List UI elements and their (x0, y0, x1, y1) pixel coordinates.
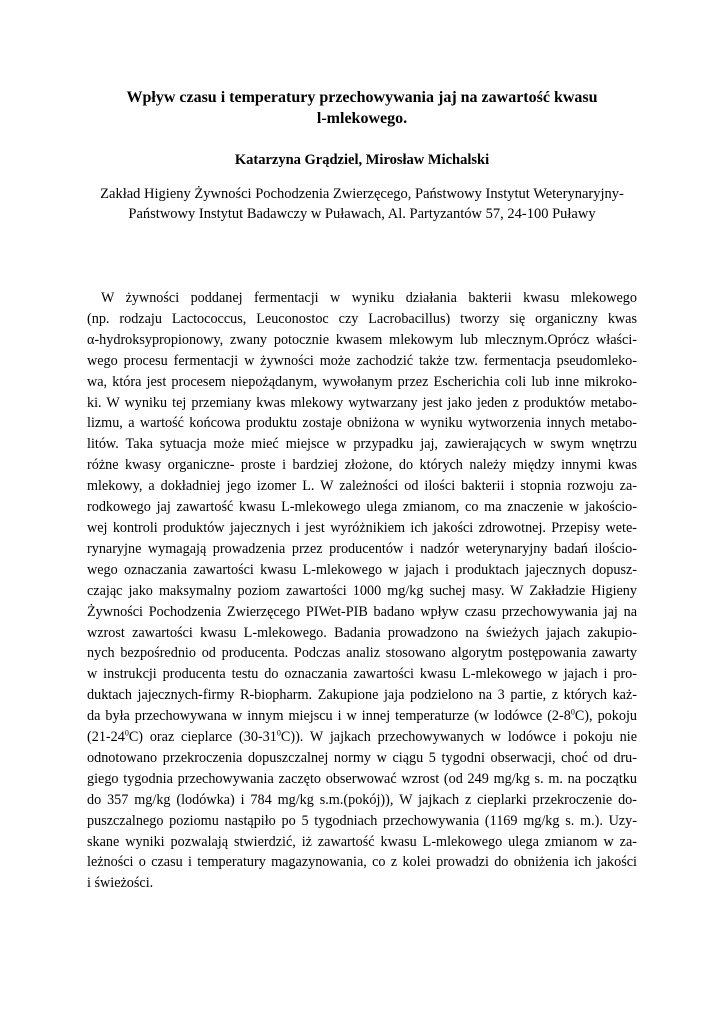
text-segment: C), pokoju (574, 708, 637, 725)
body-line: α-hydroksypropionowy, zwany potocznie kwasem mlekowym lub mlecznym.Oprócz właści- (87, 331, 637, 348)
body-line: leżności o czasu i temperatury magazynowania, co z kolei prowadzi do obniżenia ich jakości (87, 854, 637, 871)
body-line: litów. Taka sytuacja może mieć miejsce w przypadku jaj, zawierających w swym wnętrzu (87, 436, 637, 453)
body-line-with-superscript (87, 727, 637, 748)
body-line: czając jako maksymalny poziom zawartości 1000 mg/kg suchej masy. W Zakładzie Higieny (87, 582, 637, 599)
body-line: wego oznaczania zawartości kwasu L-mlekowego w jajach i produktach jajecznych dopusz- (87, 561, 637, 578)
paper-title-line-1: Wpływ czasu i temperatury przechowywania jaj na zawartość kwasu (126, 89, 598, 106)
body-line: odnotowano przekroczenia dopuszczalnej normy w ciągu 5 tygodni obserwacji, choć od dru- (87, 749, 637, 766)
body-line: (np. rodzaju Lactococcus, Leuconostoc czy Lacrobacillus) tworzy się organiczny kwas (87, 310, 637, 327)
body-line: rodkowego jaj zawartość kwasu L-mlekowego ulega zmianom, co ma znaczenie w jakościo- (87, 499, 637, 516)
affiliation-line-2: Państwowy Instytut Badawczy w Puławach, Al. Partyzantów 57, 24-100 Puławy (128, 206, 596, 222)
superscript-degree: 0 (570, 707, 575, 717)
superscript-degree: 0 (124, 728, 129, 738)
body-line: lizmu, a wartość końcowa produktu zostaje obniżona w wyniku wytworzenia innych metabo- (87, 415, 637, 432)
body-line: mlekowy, a dokładniej jego izomer L. W zależności od ilości bakterii i stopnia rozwoju za- (87, 478, 637, 495)
body-line: wzrost zawartości kwasu L-mlekowego. Badania prowadzono na świeżych jajach zakupio- (87, 624, 637, 641)
body-line: wej kontroli produktów jajecznych i jest wyróżnikiem ich jakości zdrowotnej. Przepisy wete- (87, 519, 637, 536)
paper-title (90, 87, 634, 129)
body-line: do 357 mg/kg (lodówka) i 784 mg/kg s.m.(pokój)), W jajkach z cieplarki przekroczenie do- (87, 791, 637, 808)
body-line: różne kwasy organiczne- proste i bardziej złożone, do których należy między innymi kwas (87, 457, 637, 474)
text-segment: da była przechowywana w innym miejscu i w innej temperaturze (w lodówce (2-8 (87, 708, 571, 725)
body-line: giego tygodnia przechowywania zaczęto obserwować wzrost (od 249 mg/kg s. m. na początku (87, 770, 637, 787)
text-segment: C)). W jajkach przechowywanych w lodówce i pokoju nie (280, 729, 637, 746)
body-line: w instrukcji producenta testu do oznaczania zawartości kwasu L-mlekowego w jajach i pro- (87, 666, 637, 683)
body-line: ki. W wyniku tej przemiany kwas mlekowy wytwarzany jest jako jeden z produktów metabo- (87, 394, 637, 411)
body-line: skane wyniki pozwalają stwierdzić, iż zawartość kwasu L-mlekowego ulega zmianom w za- (87, 833, 637, 850)
paper-affiliation (60, 184, 664, 224)
body-line-last: i świeżości. (87, 875, 154, 892)
body-line: Żywności Pochodzenia Zwierzęcego PIWet-PIB badano wpływ czasu przechowywania jaj na (87, 603, 637, 620)
body-line: W żywności poddanej fermentacji w wyniku działania bakterii kwasu mlekowego (101, 290, 637, 306)
paper-authors: Katarzyna Grądziel, Mirosław Michalski (234, 152, 490, 168)
affiliation-line-1: Zakład Higieny Żywności Pochodzenia Zwierzęcego, Państwowy Instytut Weterynaryjny- (100, 186, 624, 202)
body-line: duktach jajecznych-firmy R-biopharm. Zakupione jaja podzielono na 3 partie, z których każ- (87, 687, 637, 704)
superscript-degree: 0 (276, 728, 281, 738)
body-line: wego procesu fermentacji w żywności może zachodzić także tzw. fermentacja pseudomleko- (87, 352, 637, 369)
body-line: nych bezpośrednio od producenta. Podczas analiz stosowano algorytm postępowania zawarty (87, 645, 637, 662)
abstract-paragraph (87, 288, 637, 894)
body-line: rynaryjne wymagają prowadzenia przez producentów i nadzór weterynaryjny badań ilościo- (87, 540, 637, 557)
text-segment: (21-24 (87, 729, 125, 746)
body-line: wa, która jest procesem niepożądanym, wywołanym przez Escherichia coli lub inne mikroko- (87, 373, 637, 390)
text-segment: C) oraz cieplarce (30-31 (128, 729, 277, 746)
body-line-with-superscript (87, 706, 637, 727)
paper-title-line-2: l-mlekowego. (316, 110, 408, 127)
body-line: puszczalnego poziomu nastąpiło po 5 tygodniach przechowywania (1169 mg/kg s. m.). Uzy- (87, 812, 637, 829)
